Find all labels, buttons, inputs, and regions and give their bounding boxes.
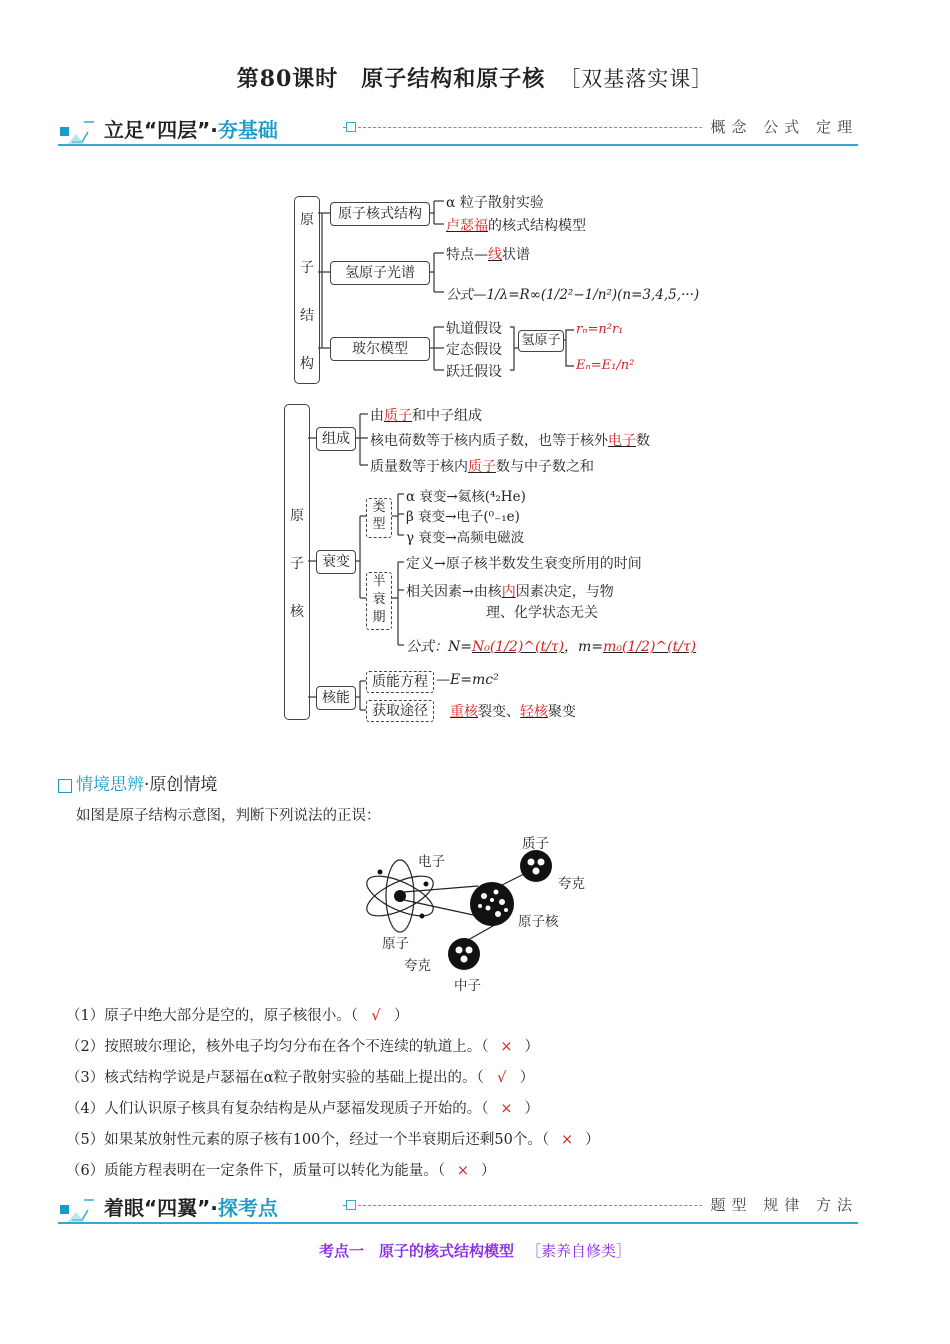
exam-point-heading: 考点一 原子的核式结构模型 ［素养自修类］	[318, 1242, 632, 1260]
node-spectrum-feature: 特点—线状谱	[446, 247, 530, 263]
question-6: （6）质能方程表明在一定条件下，质量可以转化为能量。（ × ）	[66, 1163, 496, 1179]
node-transition-postulate: 跃迁假设	[446, 364, 502, 380]
formula-energy: Eₙ=E₁/n²	[576, 358, 635, 373]
node-nuclear-energy: 核能	[316, 686, 356, 710]
label-atom: 原子	[382, 936, 409, 952]
question-1: （1）原子中绝大部分是空的，原子核很小。（ √ ）	[66, 1008, 409, 1024]
label-quark-1: 夸克	[558, 876, 585, 892]
node-half-life: 半衰期	[366, 572, 392, 630]
label-electron: 电子	[418, 854, 445, 870]
question-4: （4）人们认识原子核具有复杂结构是从卢瑟福发现质子开始的。（ × ）	[66, 1101, 539, 1117]
node-alpha-scattering: α 粒子散射实验	[446, 195, 544, 211]
section-deco-icon	[58, 1196, 98, 1224]
node-rutherford: 卢瑟福的核式结构模型	[446, 218, 586, 234]
section-keywords: 概念 公式 定理	[702, 116, 858, 137]
node-state-postulate: 定态假设	[446, 342, 502, 358]
node-mass-energy: 质能方程	[366, 671, 434, 693]
question-2: （2）按照玻尔理论，核外电子均匀分布在各个不连续的轨道上。（ × ）	[66, 1039, 539, 1055]
situation-intro: 如图是原子结构示意图，判断下列说法的正误：	[76, 808, 381, 824]
half-life-factors: 相关因素→由核内因素决定，与物	[406, 584, 614, 600]
label-proton: 质子	[522, 836, 549, 852]
node-decay: 衰变	[316, 550, 356, 574]
half-life-formula: 公式：N=N₀(1/2)^(t/τ)，m=m₀(1/2)^(t/τ)	[406, 639, 697, 655]
half-life-factors-line2: 理、化学状态无关	[486, 605, 598, 621]
question-3: （3）核式结构学说是卢瑟福在α粒子散射实验的基础上提出的。（ √ ）	[66, 1070, 535, 1086]
node-nuclear-model: 原子核式结构	[330, 202, 430, 226]
node-energy-source: 获取途径	[366, 700, 434, 722]
decay-gamma: γ 衰变→高频电磁波	[406, 530, 525, 546]
node-composition: 组成	[316, 427, 356, 451]
situation-heading: 情境思辨·原创情境	[58, 770, 217, 795]
node-spectrum-formula: 公式—1/λ=R∞(1/2²−1/n²)(n=3,4,5,···)	[446, 287, 700, 303]
question-5: （5）如果某放射性元素的原子核有100个，经过一个半衰期后还剩50个。（ × ）	[66, 1132, 600, 1148]
label-nucleus: 原子核	[518, 914, 559, 930]
composition-line1: 由质子和中子组成	[370, 408, 482, 424]
node-decay-type: 类型	[366, 498, 392, 538]
energy-source-text: 重核裂变、轻核聚变	[450, 704, 576, 720]
lesson-subtitle: ［双基落实课］	[559, 67, 714, 91]
label-quark-2: 夸克	[404, 958, 431, 974]
decay-beta: β 衰变→电子(⁰₋₁e)	[406, 509, 520, 525]
decay-alpha: α 衰变→氦核(⁴₂He)	[406, 489, 526, 505]
section-title: 立足“四层”·夯基础	[104, 114, 282, 143]
section-bar-exam-points	[58, 1190, 858, 1224]
composition-line3: 质量数等于核内质子数与中子数之和	[370, 459, 594, 475]
half-life-definition: 定义→原子核半数发生衰变所用的时间	[406, 556, 642, 572]
node-hydrogen-atom: 氢原子	[518, 330, 564, 352]
composition-line2: 核电荷数等于核内质子数，也等于核外电子数	[370, 433, 650, 449]
node-bohr-model: 玻尔模型	[330, 337, 430, 361]
map1-root: 原 子 结 构	[294, 196, 320, 384]
mass-energy-equation: —E=mc²	[436, 672, 499, 688]
formula-radius: rₙ=n²r₁	[576, 322, 624, 337]
section-keywords: 题型 规律 方法	[702, 1194, 858, 1215]
atom-structure-figure	[360, 828, 620, 1000]
label-neutron: 中子	[454, 978, 481, 994]
node-orbit-postulate: 轨道假设	[446, 321, 502, 337]
section-title: 着眼“四翼”·探考点	[104, 1192, 282, 1221]
node-hydrogen-spectrum: 氢原子光谱	[330, 261, 430, 285]
lesson-title: 第80课时 原子结构和原子核	[236, 66, 546, 92]
map2-root: 原 子 核	[284, 404, 310, 720]
